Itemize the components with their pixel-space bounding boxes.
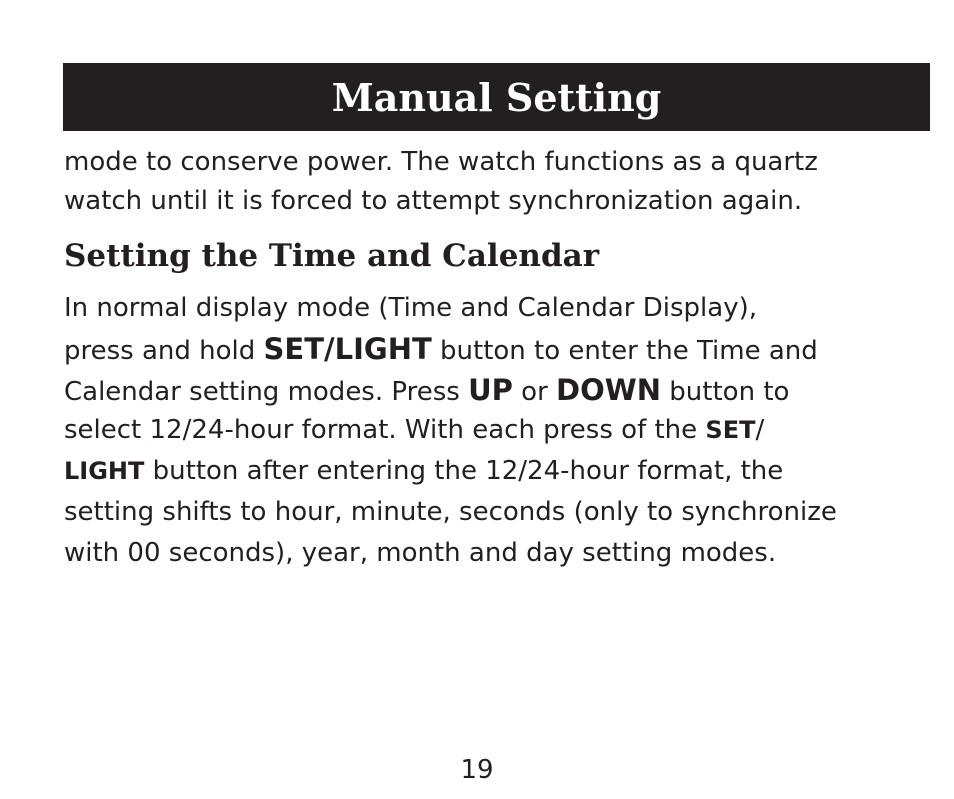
body-text: with 00 seconds), year, month and day setting modes. — [64, 537, 777, 568]
body-line-7 — [64, 533, 934, 574]
up-keyword: UP — [468, 372, 513, 407]
section-body-paragraph — [64, 288, 934, 574]
body-line-5 — [64, 451, 934, 492]
body-text: or — [512, 376, 557, 407]
intro-paragraph — [64, 143, 934, 220]
body-line-1 — [64, 288, 934, 329]
body-line-2 — [64, 329, 934, 370]
body-text: In normal display mode (Time and Calendar Display), — [64, 293, 757, 323]
intro-line: watch until it is forced to attempt synchronization again. — [64, 185, 803, 216]
body-text: Calendar setting modes. Press — [64, 376, 469, 407]
set-keyword: SET — [705, 416, 756, 445]
page-number: 19 — [460, 755, 494, 785]
body-line-6 — [64, 492, 934, 533]
set-keyword: SET — [263, 331, 325, 366]
down-keyword: DOWN — [556, 372, 662, 407]
light-keyword: LIGHT — [64, 457, 145, 486]
light-keyword: LIGHT — [334, 331, 432, 366]
header-bar — [63, 63, 930, 131]
body-text: setting shifts to hour, minute, seconds (only to synchronize — [64, 496, 837, 527]
intro-line: mode to conserve power. The watch functions as a quartz — [64, 147, 818, 177]
body-text: select 12/24-hour format. With each press of the — [64, 415, 706, 446]
body-text: button after entering the 12/24-hour format, the — [144, 456, 784, 487]
slash-separator: / — [324, 331, 335, 366]
page-title: Manual Setting — [331, 74, 662, 120]
slash-separator: / — [755, 415, 765, 446]
body-line-3 — [64, 370, 934, 411]
body-text: button to — [661, 376, 790, 407]
body-line-4 — [64, 410, 934, 451]
section-heading: Setting the Time and Calendar — [64, 238, 600, 274]
body-text: button to enter the Time and — [431, 335, 818, 366]
body-text: press and hold — [64, 335, 264, 366]
